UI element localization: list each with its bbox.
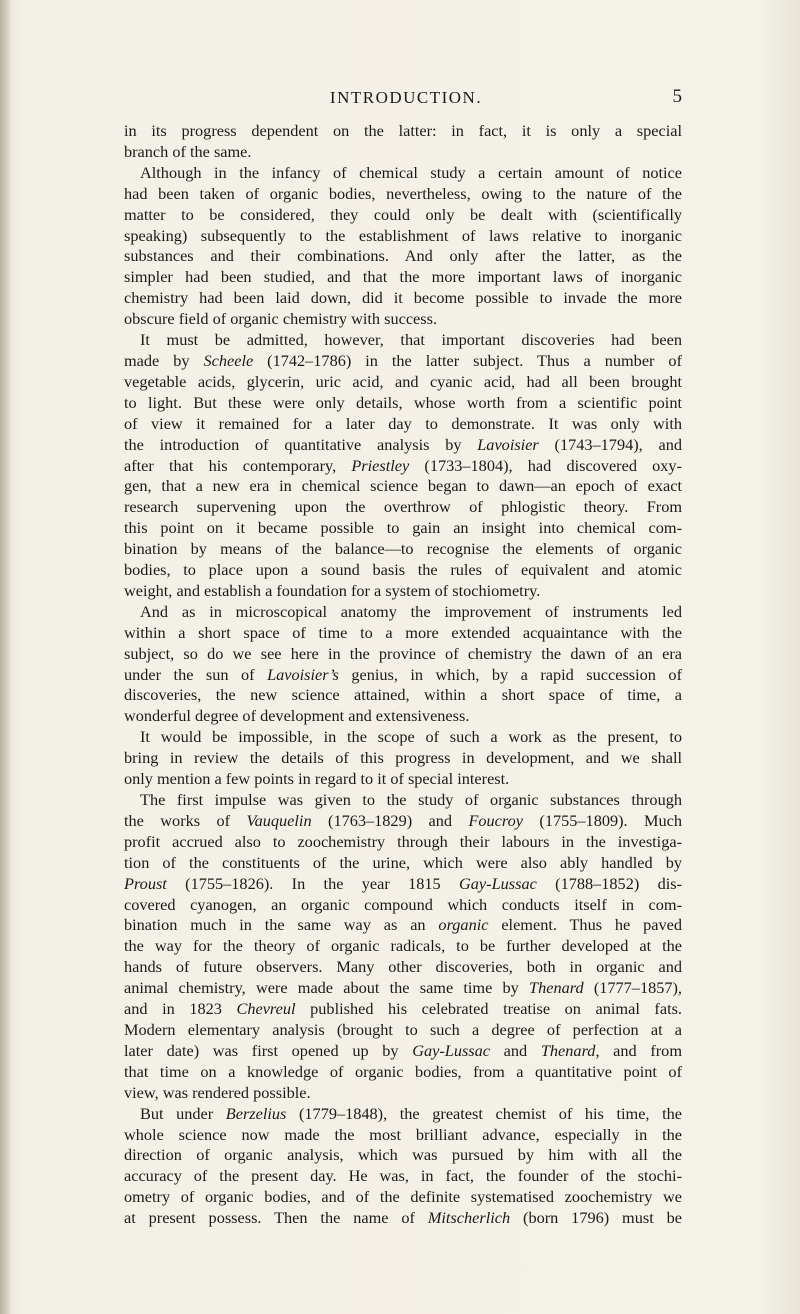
text-line: wonderful degree of development and extensiveness. bbox=[124, 706, 470, 726]
text-line: Modern elementary analysis (brought to such a degree of perfection at a bbox=[124, 1019, 682, 1039]
text-line: bination much in the same way as an organic element. Thus he paved bbox=[124, 915, 682, 935]
text-line: And as in microscopical anatomy the improvement of instruments led bbox=[140, 601, 682, 621]
text-line: profit accrued also to zoochemistry through their labours in the investiga- bbox=[124, 831, 682, 851]
text-line: to light. But these were only details, whose worth from a scientific point bbox=[124, 392, 682, 412]
text-line: covered cyanogen, an organic compound which conducts itself in com- bbox=[124, 894, 682, 914]
text-line: bination by means of the balance—to recognise the elements of organic bbox=[124, 539, 682, 559]
text-line: at present possess. Then the name of Mitscherlich (born 1796) must be bbox=[124, 1208, 682, 1228]
text-line: the way for the theory of organic radicals, to be further developed at the bbox=[124, 936, 682, 956]
text-line: weight, and establish a foundation for a system of stochiometry. bbox=[124, 580, 541, 600]
text-line: had been taken of organic bodies, nevertheless, owing to the nature of the bbox=[124, 183, 682, 203]
text-line: the introduction of quantitative analysis by Lavoisier (1743–1794), and bbox=[124, 434, 682, 454]
italic-name: Thenard bbox=[529, 978, 584, 998]
text-line: direction of organic analysis, which was pursued by him with all the bbox=[124, 1145, 682, 1165]
page-number: 5 bbox=[672, 86, 682, 107]
text-line: research supervening upon the overthrow of phlogistic theory. From bbox=[124, 497, 682, 517]
body-text bbox=[124, 121, 682, 1229]
text-line: It would be impossible, in the scope of such a work as the present, to bbox=[140, 727, 682, 747]
italic-name: Gay-Lussac bbox=[459, 873, 537, 893]
italic-name: Berzelius bbox=[225, 1103, 287, 1123]
text-line: this point on it became possible to gain an insight into chemical com- bbox=[124, 518, 682, 538]
text-line: whole science now made the most brilliant advance, especially in the bbox=[124, 1124, 682, 1144]
page-spine-shadow bbox=[0, 0, 10, 1314]
text-line: tion of the constituents of the urine, which were also ably handled by bbox=[124, 852, 682, 872]
text-line: But under Berzelius (1779–1848), the greatest chemist of his time, the bbox=[140, 1103, 682, 1123]
italic-name: Proust bbox=[124, 873, 167, 893]
text-line: view, was rendered possible. bbox=[124, 1082, 311, 1102]
text-line: matter to be considered, they could only be dealt with (scientifically bbox=[124, 204, 682, 224]
text-line: branch of the same. bbox=[124, 141, 252, 161]
italic-name: Thenard bbox=[540, 1040, 596, 1060]
text-line: gen, that a new era in chemical science began to dawn—an epoch of exact bbox=[124, 476, 682, 496]
text-line: simpler had been studied, and that the more important laws of inorganic bbox=[124, 267, 682, 287]
text-line: ometry of organic bodies, and of the definite systematised zoochemistry we bbox=[124, 1187, 682, 1207]
italic-name: Scheele bbox=[203, 350, 254, 370]
text-line: subject, so do we see here in the province of chemistry the dawn of an era bbox=[124, 643, 682, 663]
text-line: that time on a knowledge of organic bodies, from a quantitative point of bbox=[124, 1061, 682, 1081]
page-header bbox=[130, 88, 682, 112]
italic-name: Gay-Lussac bbox=[412, 1040, 491, 1060]
italic-name: Lavoisier’s bbox=[267, 664, 339, 684]
text-line: hands of future observers. Many other discoveries, both in organic and bbox=[124, 957, 682, 977]
text-line: the works of Vauquelin (1763–1829) and Foucroy (1755–1809). Much bbox=[124, 810, 682, 830]
text-line: within a short space of time to a more extended acquaintance with the bbox=[124, 622, 682, 642]
text-line: later date) was first opened up by Gay-Lussac and Thenard, and from bbox=[124, 1040, 682, 1060]
italic-name: Priestley bbox=[351, 455, 410, 475]
text-line: made by Scheele (1742–1786) in the latter subject. Thus a number of bbox=[124, 350, 682, 370]
text-line: chemistry had been laid down, did it become possible to invade the more bbox=[124, 288, 682, 308]
text-line: and in 1823 Chevreul published his celebrated treatise on animal fats. bbox=[124, 999, 682, 1019]
italic-name: Lavoisier bbox=[477, 434, 539, 454]
text-line: animal chemistry, were made about the same time by Thenard (1777–1857), bbox=[124, 978, 682, 998]
text-line: speaking) subsequently to the establishment of laws relative to inorganic bbox=[124, 225, 682, 245]
text-line: The first impulse was given to the study of organic substances through bbox=[140, 790, 682, 809]
text-line: only mention a few points in regard to it of special interest. bbox=[124, 769, 510, 789]
text-line: substances and their combinations. And only after the latter, as the bbox=[124, 246, 682, 266]
italic-name: Vauquelin bbox=[246, 810, 312, 830]
text-line: Proust (1755–1826). In the year 1815 Gay-Lussac (1788–1852) dis- bbox=[124, 873, 683, 893]
text-line: after that his contemporary, Priestley (1733–1804), had discovered oxy- bbox=[124, 455, 682, 475]
text-line: discoveries, the new science attained, within a short space of time, a bbox=[124, 685, 682, 705]
text-line: vegetable acids, glycerin, uric acid, and cyanic acid, had all been brought bbox=[124, 371, 682, 391]
italic-name: Foucroy bbox=[468, 810, 524, 830]
text-line: bodies, to place upon a sound basis the rules of equivalent and atomic bbox=[124, 560, 682, 580]
text-line: It must be admitted, however, that important discoveries had been bbox=[140, 330, 682, 350]
italic-name: Chevreul bbox=[236, 999, 296, 1019]
text-line: bring in review the details of this progress in development, and we shall bbox=[124, 748, 682, 768]
text-line: Although in the infancy of chemical study a certain amount of notice bbox=[140, 162, 682, 182]
text-line: under the sun of Lavoisier’s genius, in which, by a rapid succession of bbox=[124, 664, 682, 684]
text-line: obscure field of organic chemistry with success. bbox=[124, 309, 438, 329]
italic-name: Mitscherlich bbox=[427, 1208, 511, 1228]
text-line: in its progress dependent on the latter: in fact, it is only a special bbox=[124, 121, 682, 140]
italic-name: organic bbox=[438, 915, 489, 935]
text-line: accuracy of the present day. He was, in fact, the founder of the stochi- bbox=[124, 1166, 682, 1186]
running-head: INTRODUCTION. bbox=[329, 88, 483, 107]
text-line: of view it remained for a later day to demonstrate. It was only with bbox=[124, 413, 682, 433]
